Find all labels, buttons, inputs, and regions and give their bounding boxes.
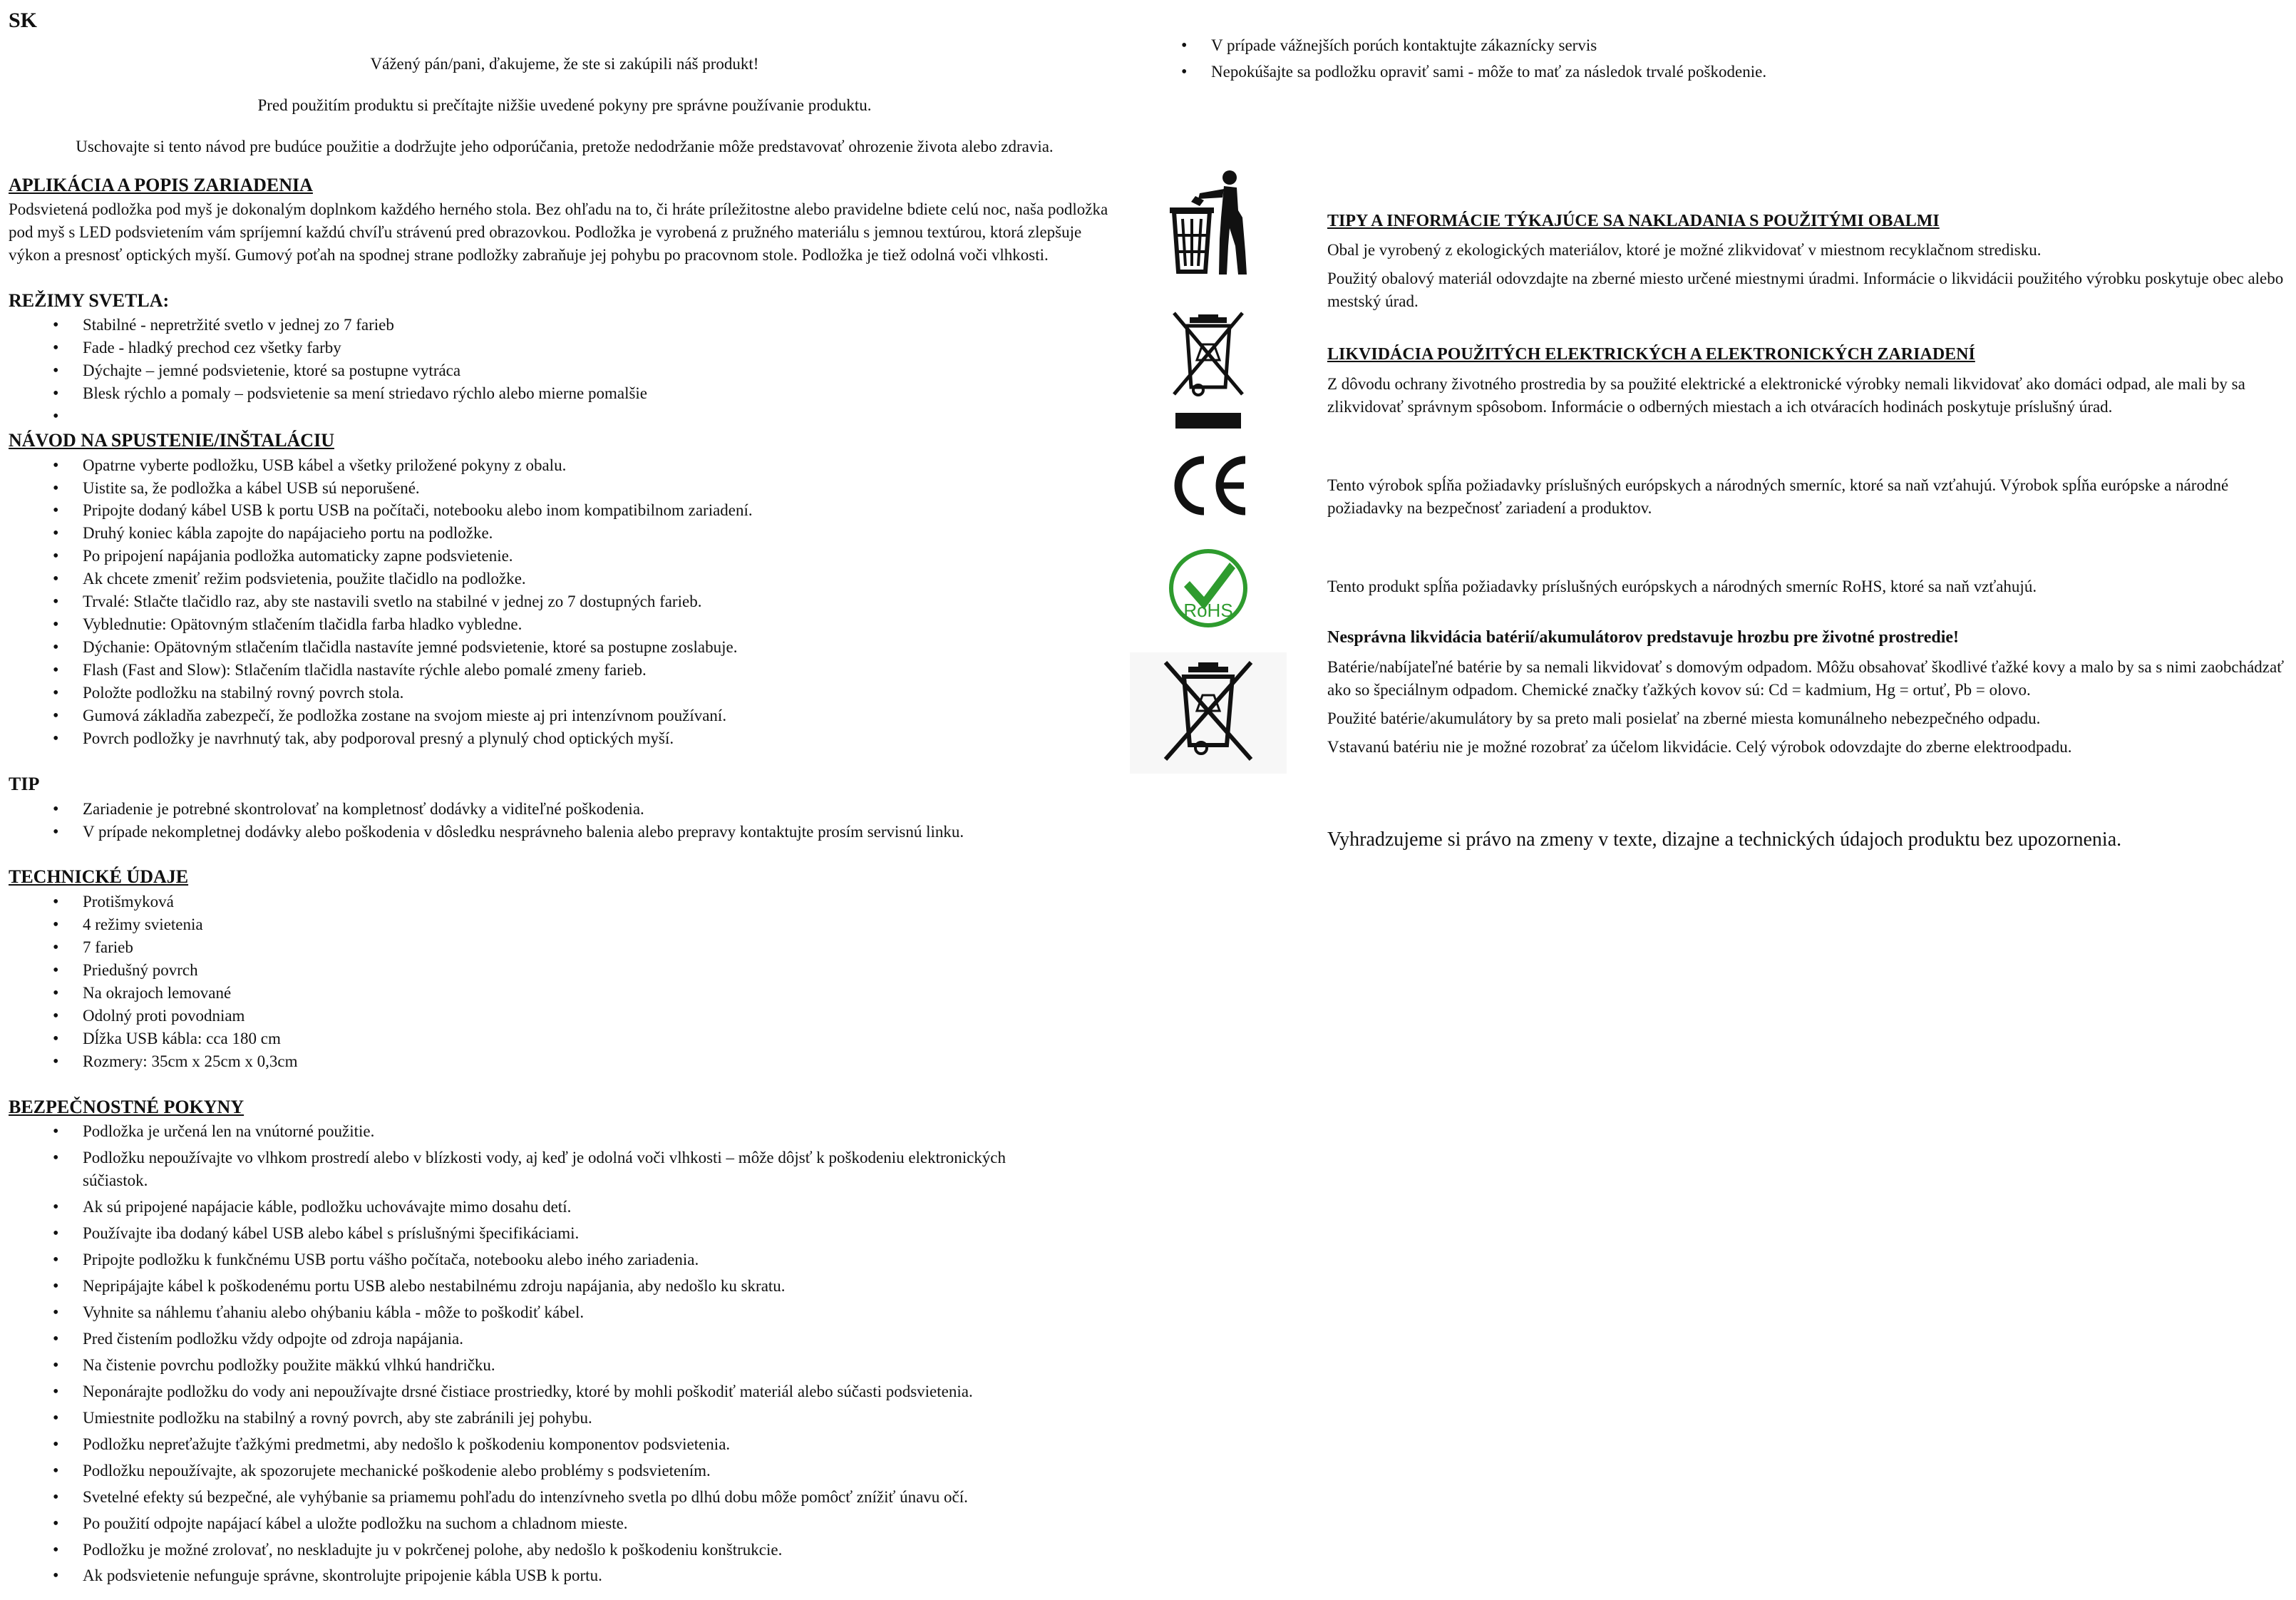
list-item: • Podložku nepoužívajte vo vlhkom prostredí alebo v blízkosti vody, aj keď je odolná voči vlhkosti – môže dôjsť k poškodeniu elektronických súčiastok. (44, 1147, 1009, 1192)
list-item: • Trvalé: Stlačte tlačidlo raz, aby ste nastavili svetlo na stabilné v jednej zo 7 dostupných farieb. (44, 590, 1121, 613)
battery-text-2: Použité batérie/akumulátory by sa preto mali posielať na zberné miesta komunálneho nebezpečného odpadu. (1327, 709, 2041, 727)
list-item: • Podložku je možné zrolovať, no neskladujte ju v pokrčenej polohe, aby nedošlo k poškodeniu konštrukcie. (44, 1539, 1071, 1561)
safety-list (9, 1120, 1071, 1587)
ce-text: Tento výrobok spĺňa požiadavky príslušných európskych a národných smerníc, ktoré sa naň vzťahujú. Výrobok spĺňa európske a národné požiadavky na bezpečnosť zariadení a produktov. (1327, 476, 2229, 517)
list-item: • Ak sú pripojené napájacie káble, podložku uchovávajte mimo dosahu detí. (44, 1196, 1071, 1219)
list-item (44, 405, 1121, 428)
tech-heading: TECHNICKÉ ÚDAJE (9, 866, 189, 888)
crossed-bin-icon (1158, 309, 1258, 430)
list-item: • Blesk rýchlo a pomaly – podsvietenie sa mení striedavo rýchlo alebo mierne pomalšie (44, 382, 1121, 405)
right-column (1327, 6, 2290, 854)
intro-keep: Uschovajte si tento návod pre budúce použitie a dodržujte jeho odporúčania, pretože nedodržanie môže predstavovať ohrozenie života alebo zdravia. (76, 137, 1054, 155)
list-item: • Uistite sa, že podložka a kábel USB sú neporušené. (44, 477, 1121, 500)
list-item: • Rozmery: 35cm x 25cm x 0,3cm (44, 1050, 1121, 1073)
battery-text-1: Batérie/nabíjateľné batérie by sa nemali likvidovať s domovým odpadom. Môžu obsahovať škodlivé ťažké kovy a malo by sa s nimi zaobchádzať ako so špeciálnym odpadom. Chemické značky ťažkých kovov sú: Cd = kadmium, Hg = ortuť, Pb = olovo. (1327, 657, 2285, 699)
list-item: • Na okrajoch lemované (44, 982, 1121, 1005)
list-item: • Zariadenie je potrebné skontrolovať na kompletnosť dodávky a viditeľné poškodenia. (44, 798, 1121, 821)
list-item: • 4 režimy svietenia (44, 913, 1121, 936)
list-item: • Na čistenie povrchu podložky použite mäkkú vlhkú handričku. (44, 1354, 1071, 1377)
list-item: • V prípade nekompletnej dodávky alebo poškodenia v dôsledku nesprávneho balenia alebo prepravy kontaktujte prosím servisnú linku. (44, 821, 1121, 843)
list-item: • Dĺžka USB kábla: cca 180 cm (44, 1027, 1121, 1050)
list-item: • Opatrne vyberte podložku, USB kábel a všetky priložené pokyny z obalu. (44, 454, 1121, 477)
list-item: • Fade - hladký prechod cez všetky farby (44, 337, 1121, 359)
packaging-text-1: Obal je vyrobený z ekologických materiálov, ktoré je možné zlikvidovať v miestnom recyklačnom stredisku. (1327, 241, 2042, 260)
application-heading: APLIKÁCIA A POPIS ZARIADENIA (9, 174, 313, 195)
list-item: • Podložka je určená len na vnútorné použitie. (44, 1120, 1071, 1143)
install-list (9, 454, 1121, 751)
list-item: • Stabilné - nepretržité svetlo v jednej zo 7 farieb (44, 314, 1121, 337)
list-item: • Dýchanie: Opätovným stlačením tlačidla nastavíte jemné podsvietenie, ktoré sa postupne zoslabuje. (44, 636, 1121, 659)
list-item: • Dýchajte – jemné podsvietenie, ktoré sa postupne vytráca (44, 359, 1121, 382)
list-item: • Nepokúšajte sa podložku opraviť sami - môže to mať za následok trvalé poškodenie. (1173, 61, 2242, 83)
tech-list (9, 891, 1121, 1073)
list-item: • Pripojte podložku k funkčnému USB portu vášho počítača, notebooku alebo iného zariadenia. (44, 1248, 1071, 1271)
battery-text-3: Vstavanú batériu nie je možné rozobrať za účelom likvidácie. Celý výrobok odovzdajte do zberne elektroodpadu. (1327, 737, 2072, 756)
rohs-icon (1158, 547, 1258, 632)
list-item: • Položte podložku na stabilný rovný povrch stola. (44, 682, 1121, 704)
intro-greeting: Vážený pán/pani, ďakujeme, že ste si zakúpili náš produkt! (370, 54, 759, 73)
trash-man-icon (1158, 168, 1258, 275)
icon-column (1123, 168, 1294, 774)
list-item: • Odolný proti povodniam (44, 1005, 1121, 1027)
install-heading: NÁVOD NA SPUSTENIE/INŠTALÁCIU (9, 430, 334, 451)
light-modes-heading: REŽIMY SVETLA: (9, 289, 170, 311)
battery-heading: Nesprávna likvidácia batérií/akumulátorov predstavuje hrozbu pre životné prostredie! (1327, 628, 1960, 647)
list-item: • V prípade vážnejších porúch kontaktujte zákaznícky servis (1173, 34, 2242, 57)
list-item: • Podložku nepoužívajte, ak spozorujete mechanické poškodenie alebo problémy s podsvietením. (44, 1460, 1071, 1482)
crossed-bin-battery-icon (1130, 652, 1287, 774)
list-item: • Neponárajte podložku do vody ani nepoužívajte drsné čistiace prostriedky, ktoré by mohli poškodiť materiál alebo súčasti podsvietenia. (44, 1380, 1071, 1403)
application-text: Podsvietená podložka pod myš je dokonalým doplnkom každého herného stola. Bez ohľadu na to, či hráte príležitostne alebo pravidelne bdiete celú noc, naša podložka pod myš s LED podsvietením vám spríjemní každú chvíľu strávenú pred obrazovkou. Podložka je vyrobená z pružného materiálu s jemnou textúrou, ktorá zlepšuje výkon a presnosť optických myší. Gumový poťah na spodnej strane podložky zabraňuje jej pohybu po pracovnom stole. Podložka je tiež odolná voči vlhkosti. (9, 200, 1108, 264)
safety-heading: BEZPEČNOSTNÉ POKYNY (9, 1096, 244, 1117)
disclaimer-text: Vyhradzujeme si právo na zmeny v texte, dizajne a technických údajoch produktu bez upozornenia. (1327, 828, 2122, 851)
list-item: • Nepripájajte kábel k poškodenému portu USB alebo nestabilnému zdroju napájania, aby nedošlo ku skratu. (44, 1275, 1071, 1298)
list-item: • Vyhnite sa náhlemu ťahaniu alebo ohýbaniu kábla - môže to poškodiť kábel. (44, 1301, 1071, 1324)
rohs-text: Tento produkt spĺňa požiadavky príslušných európskych a národných smerníc RoHS, ktoré sa naň vzťahujú. (1327, 577, 2037, 595)
list-item: • Po pripojení napájania podložka automaticky zapne podsvietenie. (44, 545, 1121, 568)
list-item: • Ak podsvietenie nefunguje správne, skontrolujte pripojenie kábla USB k portu. (44, 1564, 1071, 1587)
ce-mark-icon (1158, 450, 1258, 521)
list-item: • Gumová základňa zabezpečí, že podložka zostane na svojom mieste aj pri intenzívnom používaní. (44, 704, 1121, 727)
list-item: • Po použití odpojte napájací kábel a uložte podložku na suchom a chladnom mieste. (44, 1512, 1071, 1535)
list-item: • Ak chcete zmeniť režim podsvietenia, použite tlačidlo na podložke. (44, 568, 1121, 590)
left-column (9, 6, 1121, 1591)
tip-heading: TIP (9, 774, 40, 795)
list-item: • Svetelné efekty sú bezpečné, ale vyhýbanie sa priamemu pohľadu do intenzívneho svetla po dlhú dobu môže pomôcť znížiť únavu očí. (44, 1486, 1071, 1509)
list-item: • Podložku nepreťažujte ťažkými predmetmi, aby nedošlo k poškodeniu komponentov podsvietenia. (44, 1433, 1071, 1456)
packaging-heading: TIPY A INFORMÁCIE TÝKAJÚCE SA NAKLADANIA S POUŽITÝMI OBALMI (1327, 212, 1940, 230)
weee-heading: LIKVIDÁCIA POUŽITÝCH ELEKTRICKÝCH A ELEKTRONICKÝCH ZARIADENÍ (1327, 345, 1975, 364)
list-item: • Priedušný povrch (44, 959, 1121, 982)
tip-list (9, 798, 1121, 843)
packaging-text-2: Použitý obalový materiál odovzdajte na zberné miesto určené miestnymi úradmi. Informácie o likvidácii použitého výrobku poskytuje obec alebo mestský úrad. (1327, 270, 2284, 311)
list-item: • Pred čistením podložku vždy odpojte od zdroja napájania. (44, 1328, 1071, 1350)
list-item: • Pripojte dodaný kábel USB k portu USB na počítači, notebooku alebo inom kompatibilnom zariadení. (44, 499, 1121, 522)
light-modes-list (9, 314, 1121, 428)
list-item: • Flash (Fast and Slow): Stlačením tlačidla nastavíte rýchle alebo pomalé zmeny farieb. (44, 659, 1121, 682)
list-item: • Vyblednutie: Opätovným stlačením tlačidla farba hladko vybledne. (44, 613, 1121, 636)
weee-text: Z dôvodu ochrany životného prostredia by sa použité elektrické a elektronické výrobky nemali likvidovať ako domáci odpad, ale mali by sa zlikvidovať správnym spôsobom. Informácie o odberných miestach a ich otváracích hodinách poskytuje príslušný úrad. (1327, 374, 2245, 416)
list-item: • 7 farieb (44, 936, 1121, 959)
list-item: • Používajte iba dodaný kábel USB alebo kábel s príslušnými špecifikáciami. (44, 1222, 1071, 1245)
list-item: • Povrch podložky je navrhnutý tak, aby podporoval presný a plynulý chod optických myší. (44, 727, 1121, 750)
list-item: • Druhý koniec kábla zapojte do napájacieho portu na podložke. (44, 522, 1121, 545)
rohs-label: RoHS (1183, 600, 1233, 621)
list-item: • Umiestnite podložku na stabilný a rovný povrch, aby ste zabránili jej pohybu. (44, 1407, 1071, 1430)
list-item: • Protišmyková (44, 891, 1121, 913)
intro-read-first: Pred použitím produktu si prečítajte nižšie uvedené pokyny pre správne používanie produktu. (257, 96, 872, 114)
language-code: SK (9, 9, 38, 32)
